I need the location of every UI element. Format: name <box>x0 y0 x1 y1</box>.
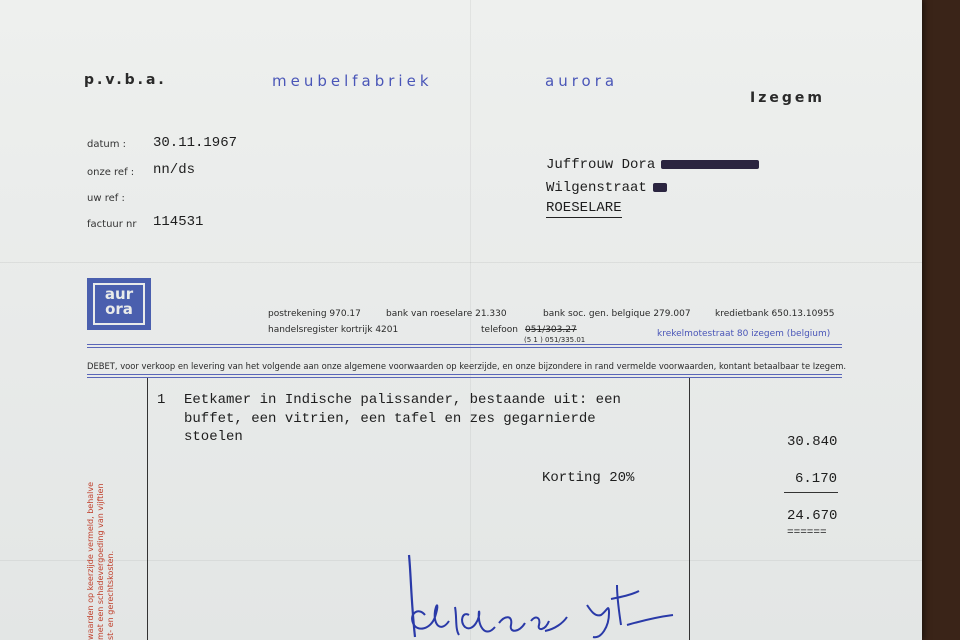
company-form: p.v.b.a. <box>84 72 167 88</box>
side-print-line2: met een schadevergoeding van vijftien <box>96 483 105 640</box>
datum-value: 30.11.1967 <box>153 135 238 151</box>
item-description-line2: buffet, een vitrien, een tafel en zes gegarnierde <box>184 411 596 427</box>
datum-label: datum : <box>87 139 127 150</box>
recipient-line3 <box>546 200 622 216</box>
discount-amount: 6.170 <box>795 471 838 487</box>
telefoon-label: telefoon <box>481 325 518 335</box>
rule-top <box>87 344 842 345</box>
item-description-line3: stoelen <box>184 429 243 445</box>
recipient-line2 <box>546 180 667 196</box>
table-amount-divider <box>689 378 690 640</box>
recipient-street: Wilgenstraat <box>546 180 647 196</box>
bank-soc-gen: bank soc. gen. belgique 279.007 <box>543 309 691 319</box>
company-address: krekelmotestraat 80 izegem (belgium) <box>657 329 831 339</box>
discount-label: Korting 20% <box>542 470 635 486</box>
recipient-line1 <box>546 157 759 173</box>
factuur-value: 114531 <box>153 214 204 230</box>
onze-ref-value: nn/ds <box>153 162 196 178</box>
paper-fold-vertical <box>470 0 471 640</box>
logo-text-bottom: ora <box>105 300 133 318</box>
brand-aurora: aurora <box>545 72 619 90</box>
handelsregister: handelsregister kortrijk 4201 <box>268 325 399 335</box>
company-city: Izegem <box>750 90 825 106</box>
onze-ref-label: onze ref : <box>87 167 135 178</box>
side-conditions-print <box>86 482 116 640</box>
table-left-border <box>147 378 148 640</box>
postrekening: postrekening 970.17 <box>268 309 361 319</box>
redacted-surname <box>661 160 759 169</box>
recipient-city: ROESELARE <box>546 200 622 216</box>
bank-roeselare: bank van roeselare 21.330 <box>386 309 507 319</box>
brand-meubelfabriek: meubelfabriek <box>272 72 433 90</box>
recipient-name: Juffrouw Dora <box>546 157 656 173</box>
side-print-line1: waarden op keerzijde vermeld, behalve <box>86 481 95 640</box>
item-quantity: 1 <box>157 392 166 408</box>
factuur-label: factuur nr <box>87 219 137 230</box>
logo-text-top: aur <box>104 285 134 303</box>
aurora-logo <box>87 278 151 330</box>
debet-text: DEBET, voor verkoop en levering van het volgende aan onze algemene voorwaarden op keerzijde, en onze bijzondere in rand vermelde voorwaarden, kontant betaalbaar te Izegem. <box>87 361 847 371</box>
total-double-underline: ====== <box>787 527 827 539</box>
item-amount: 30.840 <box>787 434 838 450</box>
redacted-house-number <box>653 183 667 192</box>
telefoon-new: (5 1 ) 051/335.01 <box>524 336 586 344</box>
invoice-total: 24.670 <box>787 508 838 524</box>
rule-bottom-2 <box>87 377 842 378</box>
handwritten-signature <box>395 545 685 640</box>
kredietbank: kredietbank 650.13.10955 <box>715 309 835 319</box>
item-description-line1: Eetkamer in Indische palissander, bestaande uit: een <box>184 392 621 408</box>
paper-fold-horizontal <box>0 262 922 263</box>
rule-bottom <box>87 374 842 375</box>
uw-ref-label: uw ref : <box>87 193 125 204</box>
subtotal-line <box>784 492 838 493</box>
side-print-line3: st- en gerechtskosten. <box>106 550 115 640</box>
telefoon-old: 051/303.27 <box>525 325 577 335</box>
rule-top-2 <box>87 347 842 348</box>
